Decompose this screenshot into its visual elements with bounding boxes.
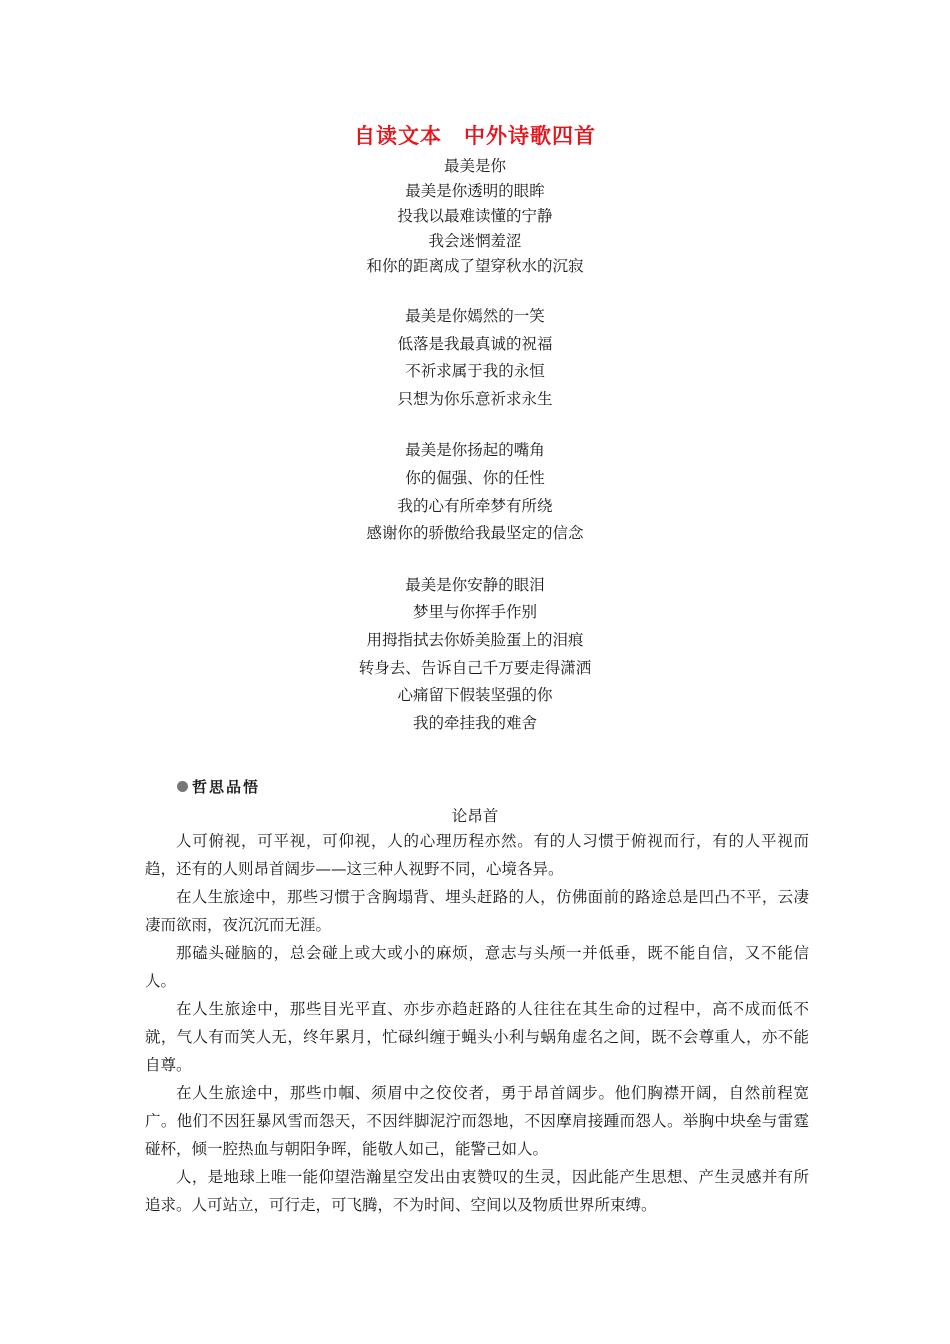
- poem-line: 最美是你: [443, 157, 506, 175]
- essay-paragraph: 在人生旅途中，那些目光平直、亦步亦趋赶路的人往往在其生命的过程中，高不成而低不就，气人有而笑人无，终年累月，忙碌纠缠于蝇头小利与蜗角虚名之间，既不会尊重人，亦不能自尊。: [145, 1000, 809, 1074]
- poem-line: 你的倔强、你的任性: [405, 468, 545, 487]
- essay-paragraph: 人，是地球上唯一能仰望浩瀚星空发出由衷赞叹的生灵，因此能产生思想、产生灵感并有所追求。人可站立，可行走，可飞腾，不为时间、空间以及物质世界所束缚。: [145, 1168, 809, 1214]
- poem: [0, 154, 950, 761]
- section-heading-label: 哲思品悟: [192, 778, 261, 796]
- section-heading: [177, 776, 260, 797]
- poem-line: 只想为你乐意祈求永生: [397, 389, 553, 408]
- essay-title: 论昂首: [451, 807, 499, 825]
- essay-paragraph: 那磕头碰脑的，总会碰上或大或小的麻烦，意志与头颅一并低垂，既不能自信，又不能信人。: [145, 944, 809, 990]
- poem-line: 最美是你透明的眼眸: [405, 182, 545, 200]
- poem-line: 用拇指拭去你娇美脸蛋上的泪痕: [366, 630, 584, 649]
- page-title: 自读文本 中外诗歌四首: [354, 124, 596, 148]
- poem-line: 最美是你安静的眼泪: [405, 575, 545, 594]
- poem-stanza-3: [0, 437, 950, 547]
- poem-line: 低落是我最真诚的祝福: [397, 334, 553, 353]
- poem-line: 不祈求属于我的永恒: [405, 362, 545, 381]
- essay-paragraph: 在人生旅途中，那些巾帼、须眉中之佼佼者，勇于昂首阔步。他们胸襟开阔，自然前程宽广。他们不因狂暴风雪而怨天，不因绊脚泥泞而怨地，不因摩肩接踵而怨人。举胸中块垒与雷霆碰杯，倾一腔热血与朝阳争晖，能敬人如己，能警己如人。: [145, 1084, 809, 1158]
- poem-line: 我会迷惘羞涩: [428, 232, 522, 250]
- poem-stanza-4: [0, 572, 950, 738]
- essay-body: [145, 827, 809, 1219]
- poem-stanza-1: [0, 154, 950, 279]
- poem-line: 投我以最难读懂的宁静: [397, 207, 553, 225]
- bullet-icon: [177, 781, 188, 792]
- poem-line: 最美是你扬起的嘴角: [405, 441, 545, 460]
- essay-paragraph: 在人生旅途中，那些习惯于含胸塌背、埋头赶路的人，仿佛面前的路途总是凹凸不平，云凄凄而欲雨，夜沉沉而无涯。: [145, 888, 809, 934]
- essay-paragraph: 人可俯视，可平视，可仰视，人的心理历程亦然。有的人习惯于俯视而行，有的人平视而趋，还有的人则昂首阔步——这三种人视野不同，心境各异。: [145, 832, 809, 878]
- poem-line: 转身去、告诉自己千万要走得潇洒: [358, 658, 592, 677]
- poem-line: 我的心有所牵梦有所绕: [397, 496, 553, 515]
- poem-line: 感谢你的骄傲给我最坚定的信念: [366, 524, 584, 543]
- poem-line: 和你的距离成了望穿秋水的沉寂: [366, 257, 584, 275]
- poem-line: 我的牵挂我的难舍: [412, 713, 537, 732]
- poem-line: 心痛留下假装坚强的你: [397, 686, 553, 705]
- poem-stanza-2: [0, 303, 950, 413]
- poem-line: 最美是你嫣然的一笑: [405, 307, 545, 325]
- poem-line: 梦里与你挥手作别: [412, 603, 537, 622]
